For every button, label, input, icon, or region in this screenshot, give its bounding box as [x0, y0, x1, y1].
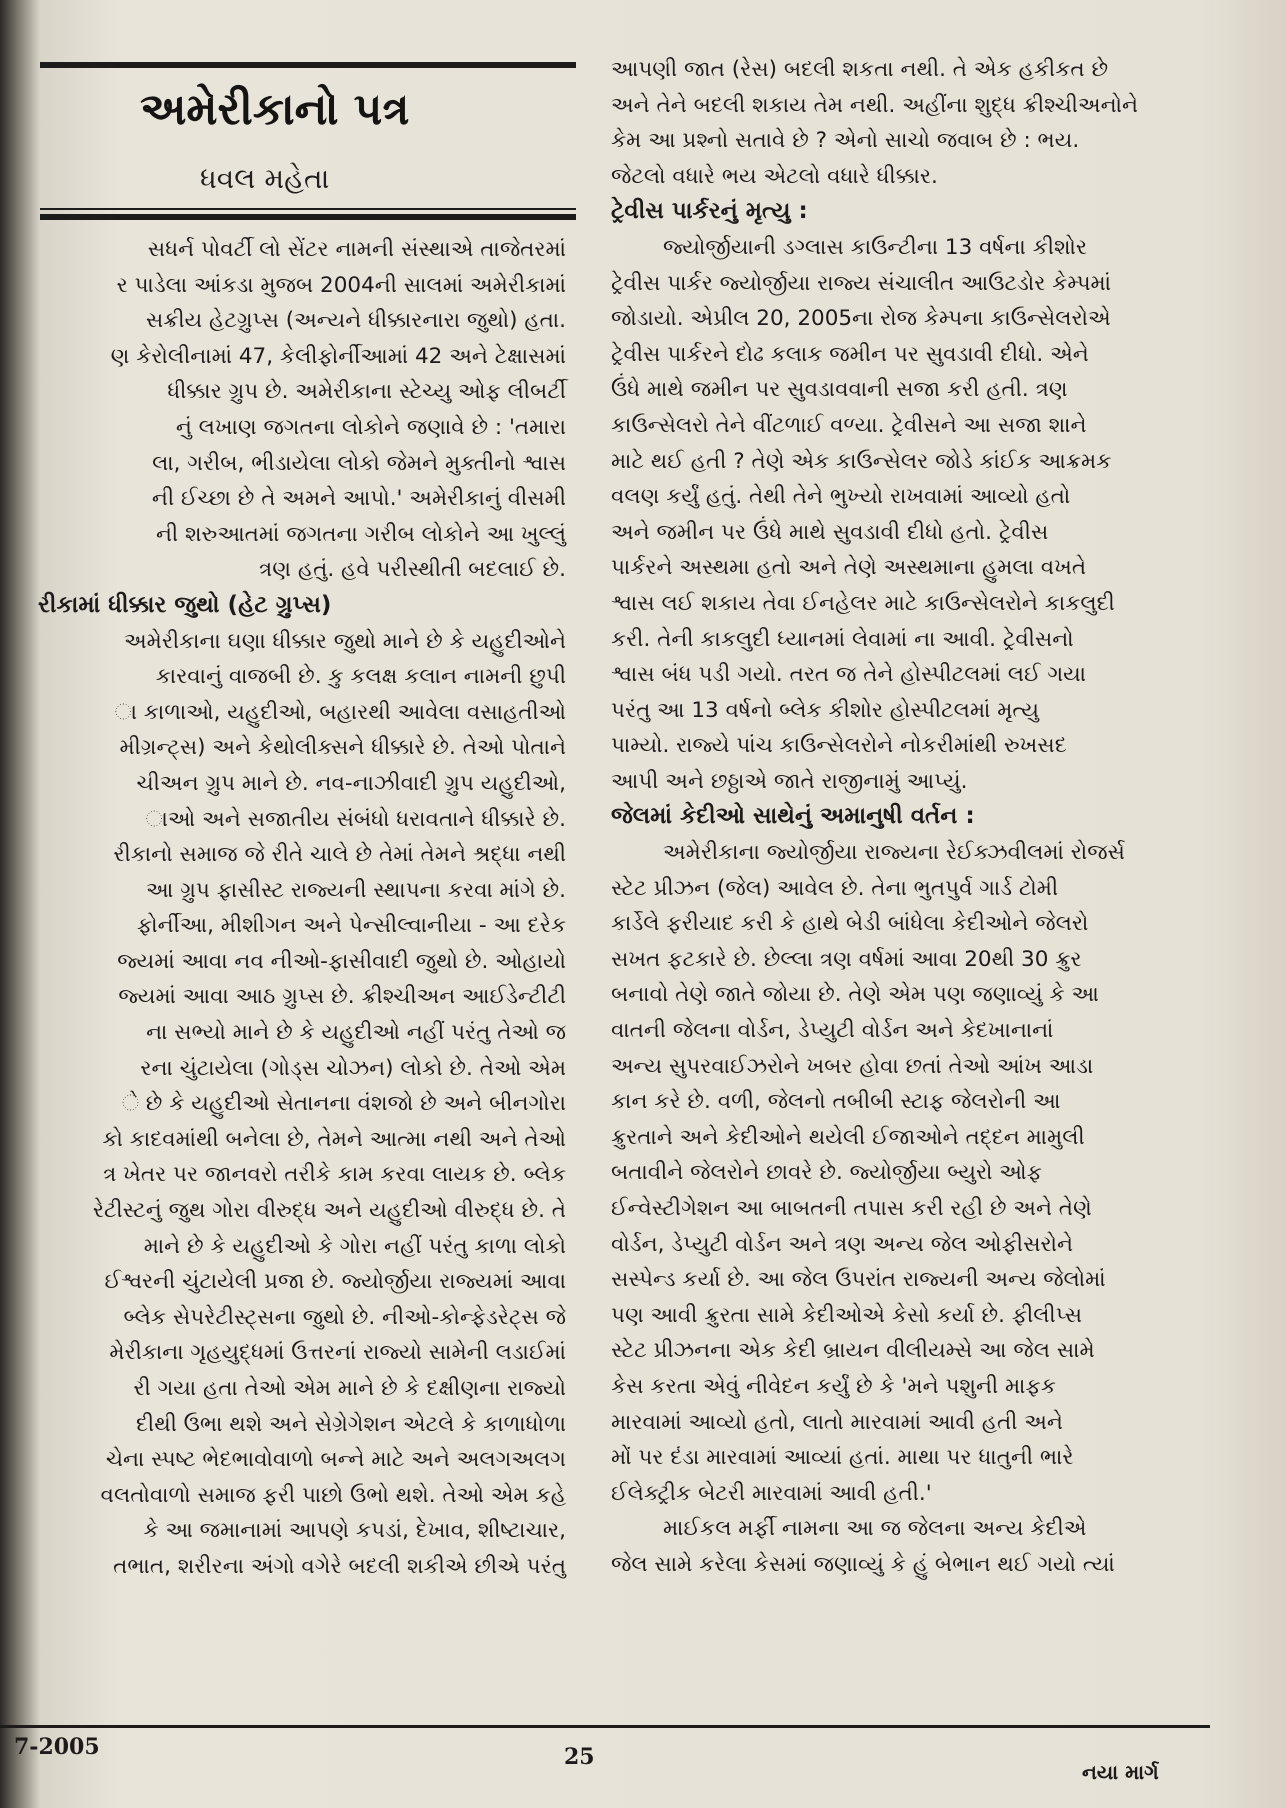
paragraph-line: વલણ કર્યું હતું. તેથી તેને ભુખ્યો રાખવામાં આવ્યો હતો: [611, 484, 1071, 510]
paragraph-line: વલતોવાળો સમાજ ફરી પાછો ઉભો થશે. તેઓ એમ કહે: [100, 1482, 566, 1508]
paragraph-line: ઉંધે માથે જમીન પર સુવડાવવાની સજા કરી હતી. ત્રણ: [611, 377, 1068, 403]
title-bottom-rule: [40, 214, 576, 220]
paragraph-line: અન્ય સુપરવાઈઝરોને ખબર હોવા છતાં તેઓ આંખ આડા: [611, 1053, 1094, 1079]
paragraph-line: ઈન્વેસ્ટીગેશન આ બાબતની તપાસ કરી રહી છે અને તેણે: [611, 1196, 1092, 1221]
paragraph-line: ચેના સ્પષ્ટ ભેદભાવોવાળો બન્ને માટે અને અલગઅલગ: [105, 1447, 566, 1473]
issue-date: 7-2005: [14, 1734, 100, 1760]
paragraph-line: કાઉન્સેલરો તેને વીંટળાઈ વળ્યા. ટ્રેવીસને આ સજા શાને: [611, 412, 1087, 438]
paragraph-line: મોં પર દંડા મારવામાં આવ્યાં હતાં. માથા પર ધાતુની ભારે: [611, 1445, 1074, 1471]
section-heading-hate-groups: રીકામાં ધીક્કાર જુથો (હેટ ગ્રુપ્સ): [38, 591, 332, 618]
paragraph-line: માટે થઈ હતી ? તેણે એક કાઉન્સેલર જોડે કાંઈક આક્રમક: [611, 448, 1112, 474]
paragraph-line: કારવાનું વાજબી છે. કુ કલક્ષ કલાન નામની છુપી: [155, 664, 566, 690]
paragraph-line: અને જમીન પર ઉંધે માથે સુવડાવી દીધો હતો. ટ્રેવીસ: [611, 519, 1049, 545]
article-author: ધવલ મહેતા: [200, 162, 330, 195]
paragraph-line: લા, ગરીબ, ભીડાયેલા લોકો જેમને મુક્તીનો શ્વાસ: [152, 450, 566, 476]
paragraph-line: તભાત, શરીરના અંગો વગેરે બદલી શકીએ છીએ પરંતુ: [113, 1553, 566, 1579]
paragraph-line: ત્ર ખેતર પર જાનવરો તરીકે કામ કરવા લાયક છે. બ્લેક: [103, 1162, 566, 1188]
paragraph-line: ત્રણ હતું. હવે પરીસ્થીતી બદલાઈ છે.: [259, 557, 566, 583]
paragraph-line: ઈલેક્ટ્રીક બેટરી મારવામાં આવી હતી.': [611, 1480, 932, 1506]
paragraph-line: ટ્રેવીસ પાર્કર જ્યોર્જીયા રાજ્ય સંચાલીત આઉટડોર કેમ્પમાં: [611, 270, 1111, 296]
paragraph-line: કાન કરે છે. વળી, જેલનો તબીબી સ્ટાફ જેલરોની આ: [611, 1089, 1061, 1115]
paragraph-line: ની શરુઆતમાં જગતના ગરીબ લોકોને આ ખુલ્લું: [155, 521, 566, 547]
paragraph-line: જોડાયો. એપ્રીલ 20, 2005ના રોજ કેમ્પના કાઉન્સેલરોએ: [611, 306, 1111, 332]
paragraph-line: બતાવીને જેલરોને છાવરે છે. જ્યોર્જીયા બ્યુરો ઓફ: [611, 1160, 1042, 1186]
paragraph-line: ધીક્કાર ગ્રુપ છે. અમેરીકાના સ્ટેચ્યુ ઓફ લીબર્ટી: [167, 379, 566, 405]
paragraph-line: કરી. તેની કાકલુદી ધ્યાનમાં લેવામાં ના આવી. ટ્રેવીસનો: [611, 626, 1074, 652]
paragraph-line: જ્યમાં આવા આઠ ગ્રુપ્સ છે. ક્રીશ્ચીઅન આઈડેન્ટીટી: [118, 984, 566, 1010]
paragraph-line: ની ઈચ્છા છે તે અમને આપો.' અમેરીકાનું વીસમી: [151, 486, 566, 512]
paragraph-line: કો કાદવમાંથી બનેલા છે, તેમને આત્મા નથી અને તેઓ: [102, 1126, 566, 1152]
paragraph-line: આ ગ્રુપ ફાસીસ્ટ રાજ્યની સ્થાપના કરવા માંગે છે.: [146, 877, 566, 903]
paragraph-line: જ્યમાં આવા નવ નીઓ-ફાસીવાદી જુથો છે. ઓહાયો: [117, 948, 566, 974]
paragraph-line: ે છે કે યહુદીઓ સેતાનના વંશજો છે અને બીનગોરા: [121, 1091, 566, 1117]
paragraph-line: સધર્ન પોવર્ટી લો સેંટર નામની સંસ્થાએ તાજેતરમાં: [147, 237, 566, 262]
paragraph-line: બનાવો તેણે જાતે જોયા છે. તેણે એમ પણ જણાવ્યું કે આ: [611, 982, 1099, 1008]
paragraph-line: ટ્રેવીસ પાર્કરને દોઢ કલાક જમીન પર સુવડાવી દીધો. એને: [611, 341, 1089, 367]
paragraph-line: જ્યોર્જીયાની ડગ્લાસ કાઉન્ટીના 13 વર્ષના કીશોર: [663, 234, 1088, 260]
paragraph-line: મારવામાં આવ્યો હતો, લાતો મારવામાં આવી હતી અને: [611, 1409, 1063, 1435]
paragraph-line: વાતની જેલના વોર્ડન, ડેપ્યુટી વોર્ડન અને કેદખાનાનાં: [611, 1018, 1054, 1044]
right-column: [605, 52, 1205, 1583]
paragraph-line: બ્લેક સેપરેટીસ્ટ્સના જુથો છે. નીઓ-કોન્ફેડરેટ્સ જે: [123, 1304, 566, 1330]
paragraph-line: અને તેને બદલી શકાય તેમ નથી. અહીંના શુદ્ધ ક્રીશ્ચીઅનોને: [611, 92, 1139, 118]
paragraph-line: પાર્કરને અસ્થમા હતો અને તેણે અસ્થમાના હુમલા વખતે: [611, 555, 1087, 581]
left-column: [0, 232, 582, 1585]
paragraph-line: ણ કેરોલીનામાં 47, કેલીફોર્નીઆમાં 42 અને ટેક્ષાસમાં: [110, 343, 566, 369]
title-top-rule: [40, 62, 576, 68]
paragraph-line: શ્વાસ લઈ શકાય તેવા ઈનહેલર માટે કાઉન્સેલરોને કાકલુદી: [611, 590, 1115, 616]
page-number: 25: [564, 1744, 595, 1770]
paragraph-line: દીથી ઉભા થશે અને સેગ્રેગેશન એટલે કે કાળાધોળા: [136, 1411, 566, 1437]
paragraph-line: માઈકલ મર્ફી નામના આ જ જેલના અન્ય કેદીએ: [663, 1516, 1087, 1542]
paragraph-line: ા કાળાઓ, યહુદીઓ, બહારથી આવેલા વસાહતીઓ: [114, 699, 566, 725]
paragraph-line: પામ્યો. રાજ્યે પાંચ કાઉન્સેલરોને નોકરીમાંથી રુખસદ: [611, 733, 1067, 759]
paragraph-line: જેટલો વધારે ભય એટલો વધારે ધીક્કાર.: [611, 163, 938, 189]
paragraph-line: રેટીસ્ટનું જુથ ગોરા વીરુદ્ધ અને યહુદીઓ વીરુદ્ધ છે. તે: [92, 1198, 566, 1224]
paragraph-line: ાઓ અને સજાતીય સંબંધો ધરાવતાને ધીક્કારે છે.: [145, 806, 566, 832]
section-heading-travis-parker: ટ્રેવીસ પાર્કરનું મૃત્યુ :: [611, 198, 808, 225]
paragraph-line: આપી અને છઠ્ઠાએ જાતે રાજીનામું આપ્યું.: [611, 768, 968, 794]
paragraph-line: કેમ આ પ્રશ્નો સતાવે છે ? એનો સાચો જવાબ છે : ભય.: [611, 128, 1080, 154]
paragraph-line: ફોર્નીઆ, મીશીગન અને પેન્સીલ્વાનીયા - આ દરેક: [136, 913, 566, 939]
paragraph-line: મેરીકાના ગૃહયુદ્ધમાં ઉત્તરનાં રાજ્યો સામેની લડાઈમાં: [109, 1340, 566, 1366]
paragraph-line: રના ચુંટાયેલા (ગોડ્સ ચોઝન) લોકો છે. તેઓ એમ: [140, 1055, 566, 1081]
section-heading-prison-abuse: જેલમાં કેદીઓ સાથેનું અમાનુષી વર્તન :: [611, 803, 975, 830]
paragraph-line: જેલ સામે કરેલા કેસમાં જણાવ્યું કે હું બેભાન થઈ ગયો ત્યાં: [611, 1551, 1115, 1577]
paragraph-line: સખત ફટકારે છે. છેલ્લા ત્રણ વર્ષમાં આવા 20થી 30 ક્રુર: [611, 946, 1082, 972]
paragraph-line: ર પાડેલા આંકડા મુજબ 2004ની સાલમાં અમેરીકામાં: [116, 272, 566, 298]
paragraph-line: કે આ જમાનામાં આપણે કપડાં, દેખાવ, શીષ્ટાચાર,: [143, 1518, 566, 1544]
paragraph-line: આપણી જાત (રેસ) બદલી શકતા નથી. તે એક હકીકત છે: [611, 57, 1109, 82]
paragraph-line: રીકાનો સમાજ જે રીતે ચાલે છે તેમાં તેમને શ્રદ્ધા નથી: [113, 842, 566, 868]
paragraph-line: શ્વાસ બંધ પડી ગયો. તરત જ તેને હોસ્પીટલમાં લઈ ગયા: [611, 662, 1087, 688]
magazine-name: નયા માર્ગ: [1082, 1760, 1159, 1784]
footer-rule: [0, 1725, 1210, 1728]
paragraph-line: સક્રીય હેટગ્રુપ્સ (અન્યને ધીક્કારનારા જુથો) હતા.: [145, 308, 566, 334]
paragraph-line: કાર્ડેલે ફરીયાદ કરી કે હાથે બેડી બાંધેલા કેદીઓને જેલરો: [611, 911, 1089, 937]
paragraph-line: વોર્ડન, ડેપ્યુટી વોર્ડન અને ત્રણ અન્ય જેલ ઓફીસરોને: [611, 1231, 1073, 1257]
paragraph-line: અમેરીકાના જ્યોર્જીયા રાજ્યના રેઈક્ઝવીલમાં રોજર્સ: [663, 840, 1125, 866]
paragraph-line: સ્ટેટ પ્રીઝનના એક કેદી બ્રાયન વીલીયમ્સે આ જેલ સામે: [611, 1338, 1095, 1364]
paragraph-line: ઈશ્વરની ચુંટાયેલી પ્રજા છે. જ્યોર્જીયા રાજ્યમાં આવા: [104, 1269, 566, 1295]
paragraph-line: સસ્પેન્ડ કર્યા છે. આ જેલ ઉપરાંત રાજ્યની અન્ય જેલોમાં: [611, 1267, 1106, 1293]
paragraph-line: પણ આવી ક્રુરતા સામે કેદીઓએ કેસો કર્યા છે. ફીલીપ્સ: [611, 1302, 1083, 1328]
paragraph-line: માને છે કે યહુદીઓ કે ગોરા નહીં પરંતુ કાળા લોકો: [143, 1233, 566, 1259]
title-bottom-rule-thin: [40, 208, 576, 210]
paragraph-line: ક્રુરતાને અને કેદીઓને થયેલી ઈજાઓને તદ્દન મામુલી: [611, 1124, 1085, 1150]
article-title: અમેરીકાનો પત્ર: [140, 84, 410, 135]
paragraph-line: ના સભ્યો માને છે કે યહુદીઓ નહીં પરંતુ તેઓ જ: [146, 1020, 566, 1046]
paragraph-line: અમેરીકાના ઘણા ધીક્કાર જુથો માને છે કે યહુદીઓને: [123, 628, 566, 654]
paragraph-line: મીગ્રન્ટ્સ) અને કેથોલીક્સને ધીક્કારે છે. તેઓ પોતાને: [119, 735, 566, 761]
paragraph-line: કેસ કરતા એવું નીવેદન કર્યું છે કે 'મને પશુની માફક: [611, 1373, 1056, 1399]
paragraph-line: રી ગયા હતા તેઓ એમ માને છે કે દક્ષીણના રાજ્યો: [133, 1376, 566, 1401]
paragraph-line: ચીઅન ગ્રુપ માને છે. નવ-નાઝીવાદી ગ્રુપ યહુદીઓ,: [136, 770, 566, 796]
paragraph-line: પરંતુ આ 13 વર્ષનો બ્લેક કીશોર હોસ્પીટલમાં મૃત્યુ: [611, 697, 1039, 723]
paragraph-line: નું લખાણ જગતના લોકોને જણાવે છે : 'તમારા: [175, 414, 566, 440]
paragraph-line: સ્ટેટ પ્રીઝન (જેલ) આવેલ છે. તેના ભુતપુર્વ ગાર્ડ ટોમી: [611, 875, 1059, 901]
